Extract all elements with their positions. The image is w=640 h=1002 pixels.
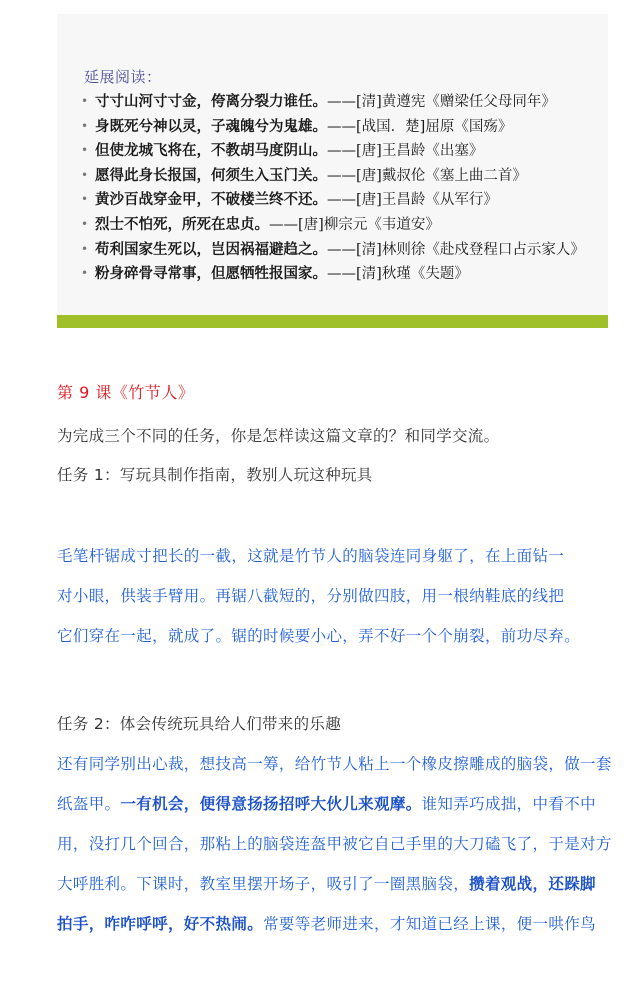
quote-source: ——[清]黄遵宪《赠梁任父母同年》 (327, 94, 556, 110)
quote-item (81, 90, 601, 115)
answer-line (57, 616, 617, 656)
quote-item (81, 139, 601, 164)
quote-item (81, 188, 601, 213)
lesson-prompt: 为完成三个不同的任务，你是怎样读这篇文章的？和同学交流。 (57, 427, 500, 445)
answer-text: 用，没打几个回合，那粘上的脑袋连盔甲被它自己手里的大刀磕飞了，于是对方 (57, 835, 612, 853)
answer-line (57, 744, 617, 784)
quote-text: 苟利国家生死以，岂因祸福避趋之。 (95, 240, 327, 258)
quote-source: ——[唐]王昌龄《从军行》 (327, 192, 498, 209)
answer-text: 谁知弄巧成拙，中看不中 (421, 795, 596, 813)
quote-item (81, 238, 585, 263)
answer-text: 对小眼，供装手臂用。再锯八截短的，分别做四肢，用一根纳鞋底的线把 (57, 587, 565, 605)
bullet-icon: • (81, 167, 89, 182)
task-2-answer (57, 744, 617, 944)
quote-text: 粉身碎骨寻常事，但愿牺牲报国家。 (95, 265, 327, 283)
bullet-icon: • (81, 143, 89, 158)
answer-text: 它们穿在一起，就成了。锯的时候要小心，弄不好一个个崩裂，前功尽弃。 (57, 627, 581, 645)
quote-text: 身既死兮神以灵，子魂魄兮为鬼雄。 (95, 117, 327, 135)
quote-text: 黄沙百战穿金甲，不破楼兰终不还。 (95, 191, 327, 209)
extended-reading-panel (57, 14, 608, 315)
task-1-heading: 任务 1：写玩具制作指南，教别人玩这种玩具 (57, 466, 373, 484)
quote-item (81, 213, 601, 238)
quote-text: 愿得此身长报国，何须生入玉门关。 (95, 166, 327, 184)
quote-item (81, 115, 601, 140)
task-1-answer (57, 536, 617, 656)
quote-text: 但使龙城飞将在，不教胡马度阴山。 (95, 142, 327, 160)
quote-item (81, 262, 601, 287)
extended-reading-title: 延展阅读： (84, 68, 162, 86)
answer-text: 大呼胜利。下课时，教室里摆开场子，吸引了一圈黑脑袋， (57, 875, 470, 893)
quote-source: ——[唐]柳宗元《韦道安》 (269, 216, 440, 233)
quote-text: 烈士不怕死，所死在忠贞。 (95, 215, 269, 233)
answer-text: 纸盔甲。 (57, 795, 121, 813)
quote-source: ——[清]秋瑾《失题》 (327, 266, 469, 283)
answer-line (57, 864, 617, 904)
bullet-icon: • (81, 192, 89, 207)
bullet-icon: • (81, 216, 89, 231)
divider-bar (57, 315, 608, 328)
answer-text: 还有同学别出心裁，想技高一筹，给竹节人粘上一个橡皮擦雕成的脑袋，做一套 (57, 755, 612, 773)
answer-line (57, 824, 617, 864)
emphasized-text: 拍手，咋咋呼呼，好不热闹。 (57, 915, 264, 933)
answer-line (57, 576, 617, 616)
bullet-icon: • (81, 266, 89, 281)
emphasized-text: 攒着观战，还跺脚 (469, 875, 596, 893)
answer-text: 常要等老师进来，才知道已经上课，便一哄作鸟 (263, 915, 596, 933)
answer-line (57, 784, 617, 824)
bullet-icon: • (81, 241, 89, 256)
quote-source: ——[唐]戴叔伦《塞上曲二首》 (327, 167, 527, 184)
quote-source: ——[清]林则徐《赴戍登程口占示家人》 (327, 241, 585, 258)
quote-source: ——[战国．楚]屈原《国殇》 (327, 118, 513, 135)
quote-list (81, 90, 601, 287)
emphasized-text: 一有机会，便得意扬扬招呼大伙儿来观摩。 (120, 795, 422, 813)
bullet-icon: • (81, 94, 89, 108)
answer-text: 毛笔杆锯成寸把长的一截，这就是竹节人的脑袋连同身躯了，在上面钻一 (57, 547, 565, 565)
quote-text: 寸寸山河寸寸金，侉离分裂力谁任。 (95, 93, 327, 110)
answer-line (57, 536, 617, 576)
quote-item (81, 164, 601, 189)
answer-line (57, 904, 617, 944)
task-2-heading: 任务 2：体会传统玩具给人们带来的乐趣 (57, 715, 341, 733)
bullet-icon: • (81, 118, 89, 133)
lesson-title: 第 9 课《竹节人》 (57, 383, 195, 402)
quote-source: ——[唐]王昌龄《出塞》 (327, 143, 484, 160)
